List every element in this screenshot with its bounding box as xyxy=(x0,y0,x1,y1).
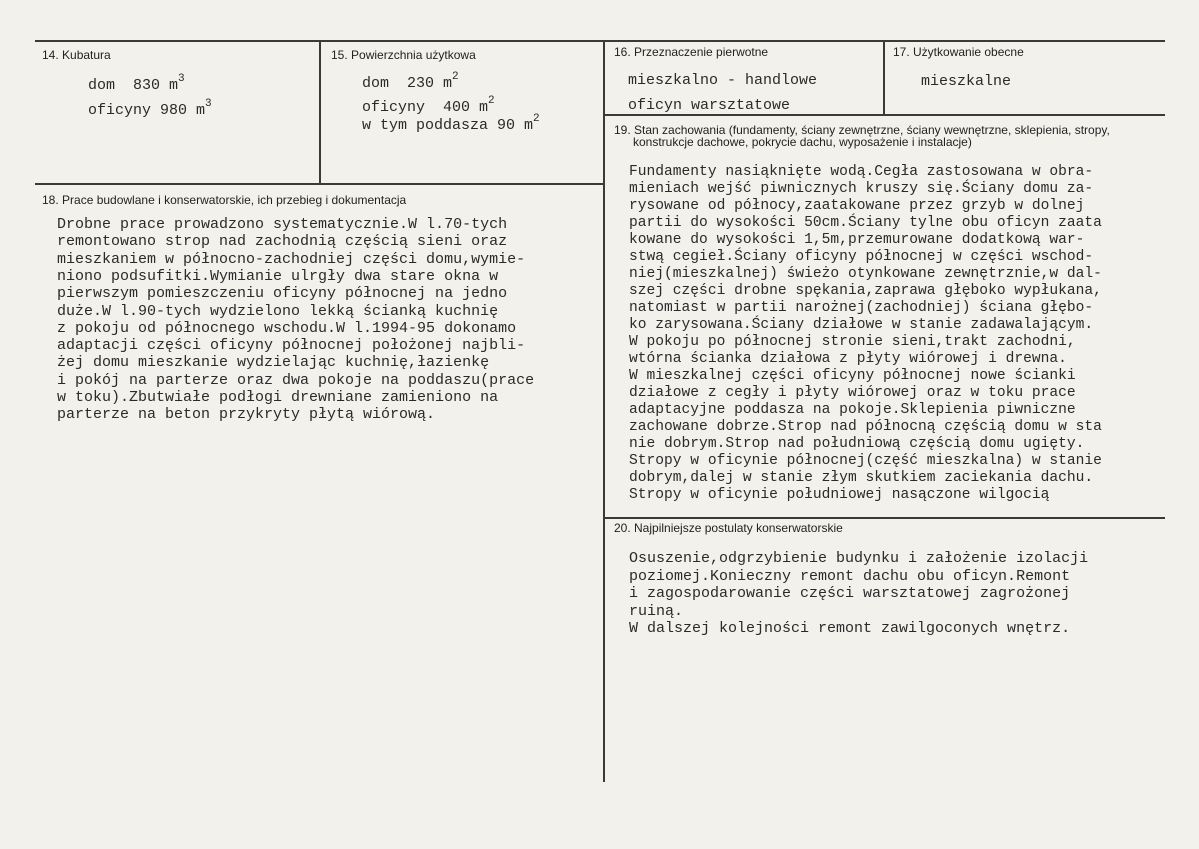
postulaty-text-line: ruiną. xyxy=(629,602,684,620)
prace-text-line: żej domu mieszkanie wydzielając kuchnię,łazienkę xyxy=(57,354,490,372)
przeznaczenie-line-2: oficyn warsztatowe xyxy=(628,97,791,114)
prace-text-line: duże.W l.90-tych wydzielono lekką ścianką kuchnię xyxy=(57,302,499,320)
stan-text-line: Stropy w oficynie południowej nasączone wilgocią xyxy=(629,487,1050,503)
powierzchnia-poddasza-value xyxy=(362,113,540,136)
kubatura-oficyny-exponent: 3 xyxy=(205,98,212,110)
postulaty-text-line: W dalszej kolejności remont zawilgoconych wnętrz. xyxy=(629,620,1071,637)
przeznaczenie-line-1: mieszkalno - handlowe xyxy=(628,72,818,89)
divider-postulaty xyxy=(603,517,1165,519)
postulaty-text-line: i zagospodarowanie części warsztatowej zagrożonej xyxy=(629,585,1071,602)
prace-text-line: i pokój na parterze oraz dwa pokoje na poddaszu(prace xyxy=(57,371,535,389)
stan-text-line: W pokoju po północnej stronie sieni,trakt zachodni, xyxy=(629,334,1076,350)
stan-text-line: zachowane dobrze.Strop nad północną częścią domu w sta xyxy=(629,419,1102,435)
przeznaczenie-label: 16. Przeznaczenie pierwotne xyxy=(614,45,769,59)
uzytkowanie-label: 17. Użytkowanie obecne xyxy=(893,45,1024,59)
powierzchnia-dom-value xyxy=(362,71,459,94)
kubatura-dom-exponent: 3 xyxy=(178,73,185,85)
prace-text-line: niono podsufitki.Wymianie ulrgły dwa stare okna w xyxy=(57,267,499,285)
postulaty-label: 20. Najpilniejsze postulaty konserwatorskie xyxy=(614,521,843,535)
prace-text-line: parterze na beton przykryty płytą wiórową. xyxy=(57,406,436,424)
stan-text-line: Stropy w oficynie północnej(część mieszkalna) w stanie xyxy=(629,453,1102,469)
stan-text-line: dobrym,dalej w stanie złym skutkiem zaciekania dachu. xyxy=(629,470,1094,486)
prace-text-line: z pokoju od północnego wschodu.W l.1994-95 dokonamo xyxy=(57,319,517,337)
stan-text-line: nie dobrym.Strop nad południową częścią domu ugięty. xyxy=(629,436,1085,452)
kubatura-dom-text: dom 830 m xyxy=(88,77,179,94)
stan-label-line-1: 19. Stan zachowania (fundamenty, ściany zewnętrzne, ściany wewnętrzne, sklepienia, stropy, xyxy=(614,123,1110,137)
stan-text-line: partii do wysokości 50cm.Ściany tylne obu oficyn zaata xyxy=(629,215,1102,231)
uzytkowanie-value: mieszkalne xyxy=(921,73,1012,90)
kubatura-label: 14. Kubatura xyxy=(42,48,111,62)
stan-text-line: niej(mieszkalnej) świeżo otynkowane zewnętrznie,w dal- xyxy=(629,266,1102,282)
powierzchnia-oficyny-text: oficyny 400 m xyxy=(362,99,489,116)
prace-text-line: remontowano strop nad zachodnią częścią sieni oraz xyxy=(57,233,508,251)
divider-col-14-15 xyxy=(319,40,321,184)
prace-text-line: w toku).Zbutwiałe podłogi drewniane zamieniono na xyxy=(57,389,499,406)
stan-text-line: rysowane od północy,zaatakowane przez grzyb w dolnej xyxy=(629,198,1085,214)
prace-label: 18. Prace budowlane i konserwatorskie, ich przebieg i dokumentacja xyxy=(42,193,407,207)
kubatura-dom-value xyxy=(88,73,185,96)
stan-text-line: ko zarysowana.Ściany działowe w stanie zadawalającym. xyxy=(629,317,1094,333)
stan-text-line: mieniach wejść piwnicznych kruszy się.Ściany domu za- xyxy=(629,181,1094,197)
stan-text-line: wtórna ścianka działowa z płyty wiórowej i drewna. xyxy=(629,351,1067,367)
stan-text-line: stwą cegieł.Ściany oficyny północnej w części wschod- xyxy=(629,249,1094,265)
divider-col-16-17 xyxy=(883,40,885,115)
stan-label-line-2: konstrukcje dachowe, pokrycie dachu, wyposażenie i instalacje) xyxy=(633,135,972,149)
prace-text-line: mieszkaniem w północno-zachodniej części domu,wymie- xyxy=(57,250,526,268)
stan-text-line: szej części drobne spękania,zaprawa głęboko wypłukana, xyxy=(629,283,1102,299)
powierzchnia-label: 15. Powierzchnia użytkowa xyxy=(331,48,476,62)
powierzchnia-poddasza-text: w tym poddasza 90 m xyxy=(362,117,534,134)
top-border xyxy=(35,40,1165,42)
powierzchnia-dom-text: dom 230 m xyxy=(362,75,453,92)
stan-text-line: adaptacyjne poddasza na pokoje.Sklepienia piwniczne xyxy=(629,402,1076,418)
prace-text-line: pierwszym pomieszczeniu oficyny północnej na jedno xyxy=(57,285,508,303)
postulaty-text-line: Osuszenie,odgrzybienie budynku i założenie izolacji xyxy=(629,550,1089,567)
stan-text-line: działowe z cegły i płyty wiórowej oraz w toku prace xyxy=(629,385,1076,401)
stan-text-line: kowane do wysokości 1,5m,przemurowane dodatkową war- xyxy=(629,232,1085,248)
powierzchnia-oficyny-exponent: 2 xyxy=(488,95,495,107)
powierzchnia-poddasza-exponent: 2 xyxy=(533,113,540,125)
stan-text-line: natomiast w partii narożnej(zachodniej) ściana głębo- xyxy=(629,300,1094,316)
powierzchnia-oficyny-value xyxy=(362,95,495,118)
powierzchnia-dom-exponent: 2 xyxy=(452,71,459,83)
prace-text-line: Drobne prace prowadzono systematycznie.W l.70-tych xyxy=(57,216,508,233)
divider-main-column xyxy=(603,40,605,782)
prace-text-line: adaptacji części oficyny północnej położonej najbli- xyxy=(57,337,526,355)
stan-text-line: Fundamenty nasiąknięte wodą.Cegła zastosowana w obra- xyxy=(629,164,1094,180)
stan-text-line: W mieszkalnej części oficyny północnej nowe ścianki xyxy=(629,368,1076,384)
kubatura-oficyny-value xyxy=(88,98,212,121)
postulaty-text-line: poziomej.Konieczny remont dachu obu oficyn.Remont xyxy=(629,567,1071,585)
kubatura-oficyny-text: oficyny 980 m xyxy=(88,102,206,119)
